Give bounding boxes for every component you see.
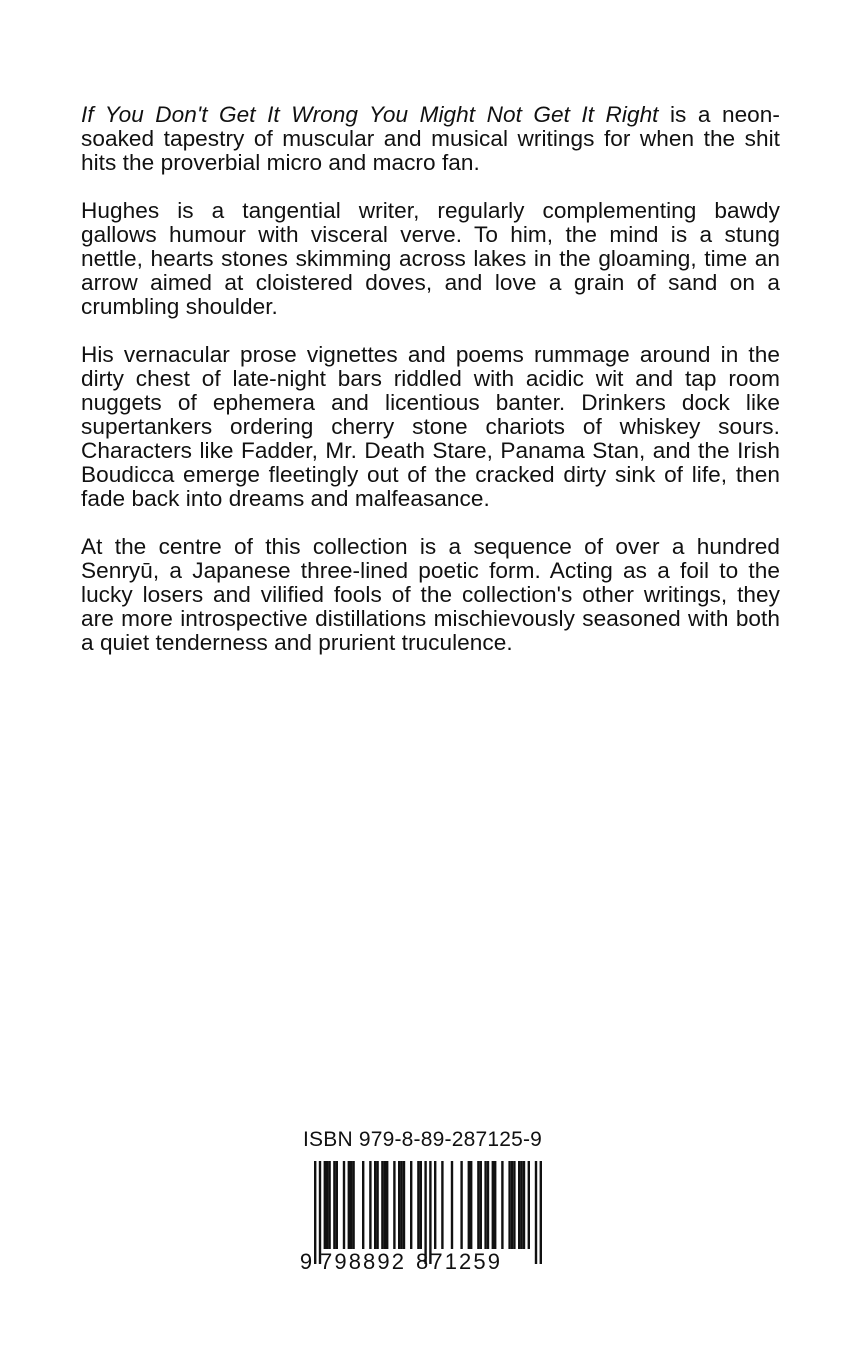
barcode-bar bbox=[348, 1161, 350, 1249]
barcode-bar bbox=[362, 1161, 364, 1249]
barcode-bar bbox=[477, 1161, 479, 1249]
barcode-bar bbox=[511, 1161, 513, 1249]
barcode-digits-left: 798892 bbox=[320, 1249, 404, 1274]
isbn-label: ISBN 979-8-89-287125-9 bbox=[303, 1128, 543, 1151]
barcode-bar bbox=[518, 1161, 520, 1249]
barcode-bar bbox=[487, 1161, 489, 1249]
isbn-barcode-block bbox=[296, 1128, 554, 1278]
barcode-bar bbox=[326, 1161, 328, 1249]
barcode bbox=[296, 1159, 554, 1277]
barcode-bar bbox=[434, 1161, 436, 1249]
barcode-bar bbox=[376, 1161, 378, 1249]
barcode-bar bbox=[381, 1161, 383, 1249]
barcode-bar bbox=[513, 1161, 515, 1249]
barcode-bar bbox=[492, 1161, 494, 1249]
barcode-bar bbox=[400, 1161, 402, 1249]
barcode-bar bbox=[350, 1161, 352, 1249]
barcode-bar bbox=[528, 1161, 530, 1249]
blurb-paragraph-1 bbox=[81, 103, 780, 175]
barcode-guard-bar bbox=[540, 1161, 542, 1264]
barcode-bar bbox=[393, 1161, 395, 1249]
barcode-bar bbox=[468, 1161, 470, 1249]
barcode-bar bbox=[328, 1161, 330, 1249]
barcode-bar bbox=[374, 1161, 376, 1249]
blurb-paragraph-4: At the centre of this collection is a sequence of over a hundred Senryū, a Japanese three-lined poetic form. Acting as a foil to the lucky losers and vilified fools of the collection's other writings, they are more introspective distillations mischievously seasoned with both a quiet tenderness and prurient truculence. bbox=[81, 534, 780, 655]
barcode-bar bbox=[480, 1161, 482, 1249]
barcode-bar bbox=[460, 1161, 462, 1249]
barcode-bar bbox=[420, 1161, 422, 1249]
barcode-bar bbox=[508, 1161, 510, 1249]
barcode-guard-bar bbox=[535, 1161, 537, 1264]
barcode-bar bbox=[352, 1161, 354, 1249]
blurb-paragraph-3: His vernacular prose vignettes and poems rummage around in the dirty chest of late-night bars riddled with acidic wit and tap room nuggets of ephemera and licentious banter. Drinkers dock like supertankers ordering cherry stone chariots of whiskey sours. Characters like Fadder, Mr. Death Stare, Panama Stan, and the Irish Boudicca emerge fleetingly out of the cracked dirty sink of life, then fade back into dreams and malfeasance. bbox=[81, 342, 780, 511]
barcode-bar bbox=[398, 1161, 400, 1249]
barcode-digits-right: 871259 bbox=[416, 1249, 500, 1274]
barcode-digit-first: 9 bbox=[299, 1249, 313, 1274]
barcode-bar bbox=[410, 1161, 412, 1249]
barcode-bar bbox=[441, 1161, 443, 1249]
barcode-guard-bar bbox=[314, 1161, 316, 1264]
back-cover-blurb bbox=[81, 103, 780, 679]
barcode-bar bbox=[470, 1161, 472, 1249]
barcode-bar bbox=[417, 1161, 419, 1249]
barcode-bar bbox=[324, 1161, 326, 1249]
barcode-bar bbox=[523, 1161, 525, 1249]
barcode-bar bbox=[384, 1161, 386, 1249]
barcode-bar bbox=[451, 1161, 453, 1249]
barcode-bar bbox=[343, 1161, 345, 1249]
barcode-bar bbox=[520, 1161, 522, 1249]
barcode-bar bbox=[484, 1161, 486, 1249]
blurb-paragraph-2: Hughes is a tangential writer, regularly complementing bawdy gallows humour with visceral verve. To him, the mind is a stung nettle, hearts stones skimming across lakes in the gloaming, time an arrow aimed at cloistered doves, and love a grain of sand on a crumbling shoulder. bbox=[81, 198, 780, 319]
barcode-bar bbox=[336, 1161, 338, 1249]
barcode-bar bbox=[494, 1161, 496, 1249]
blurb-paragraph-1-text: is a neon-soaked tapestry of muscular and musical writings for when the shit hits the proverbial micro and macro fan. bbox=[81, 102, 780, 175]
barcode-bar bbox=[403, 1161, 405, 1249]
barcode-bar bbox=[333, 1161, 335, 1249]
barcode-bar bbox=[369, 1161, 371, 1249]
barcode-bar bbox=[386, 1161, 388, 1249]
barcode-bar bbox=[501, 1161, 503, 1249]
book-title: If You Don't Get It Wrong You Might Not Get It Right bbox=[81, 102, 659, 127]
